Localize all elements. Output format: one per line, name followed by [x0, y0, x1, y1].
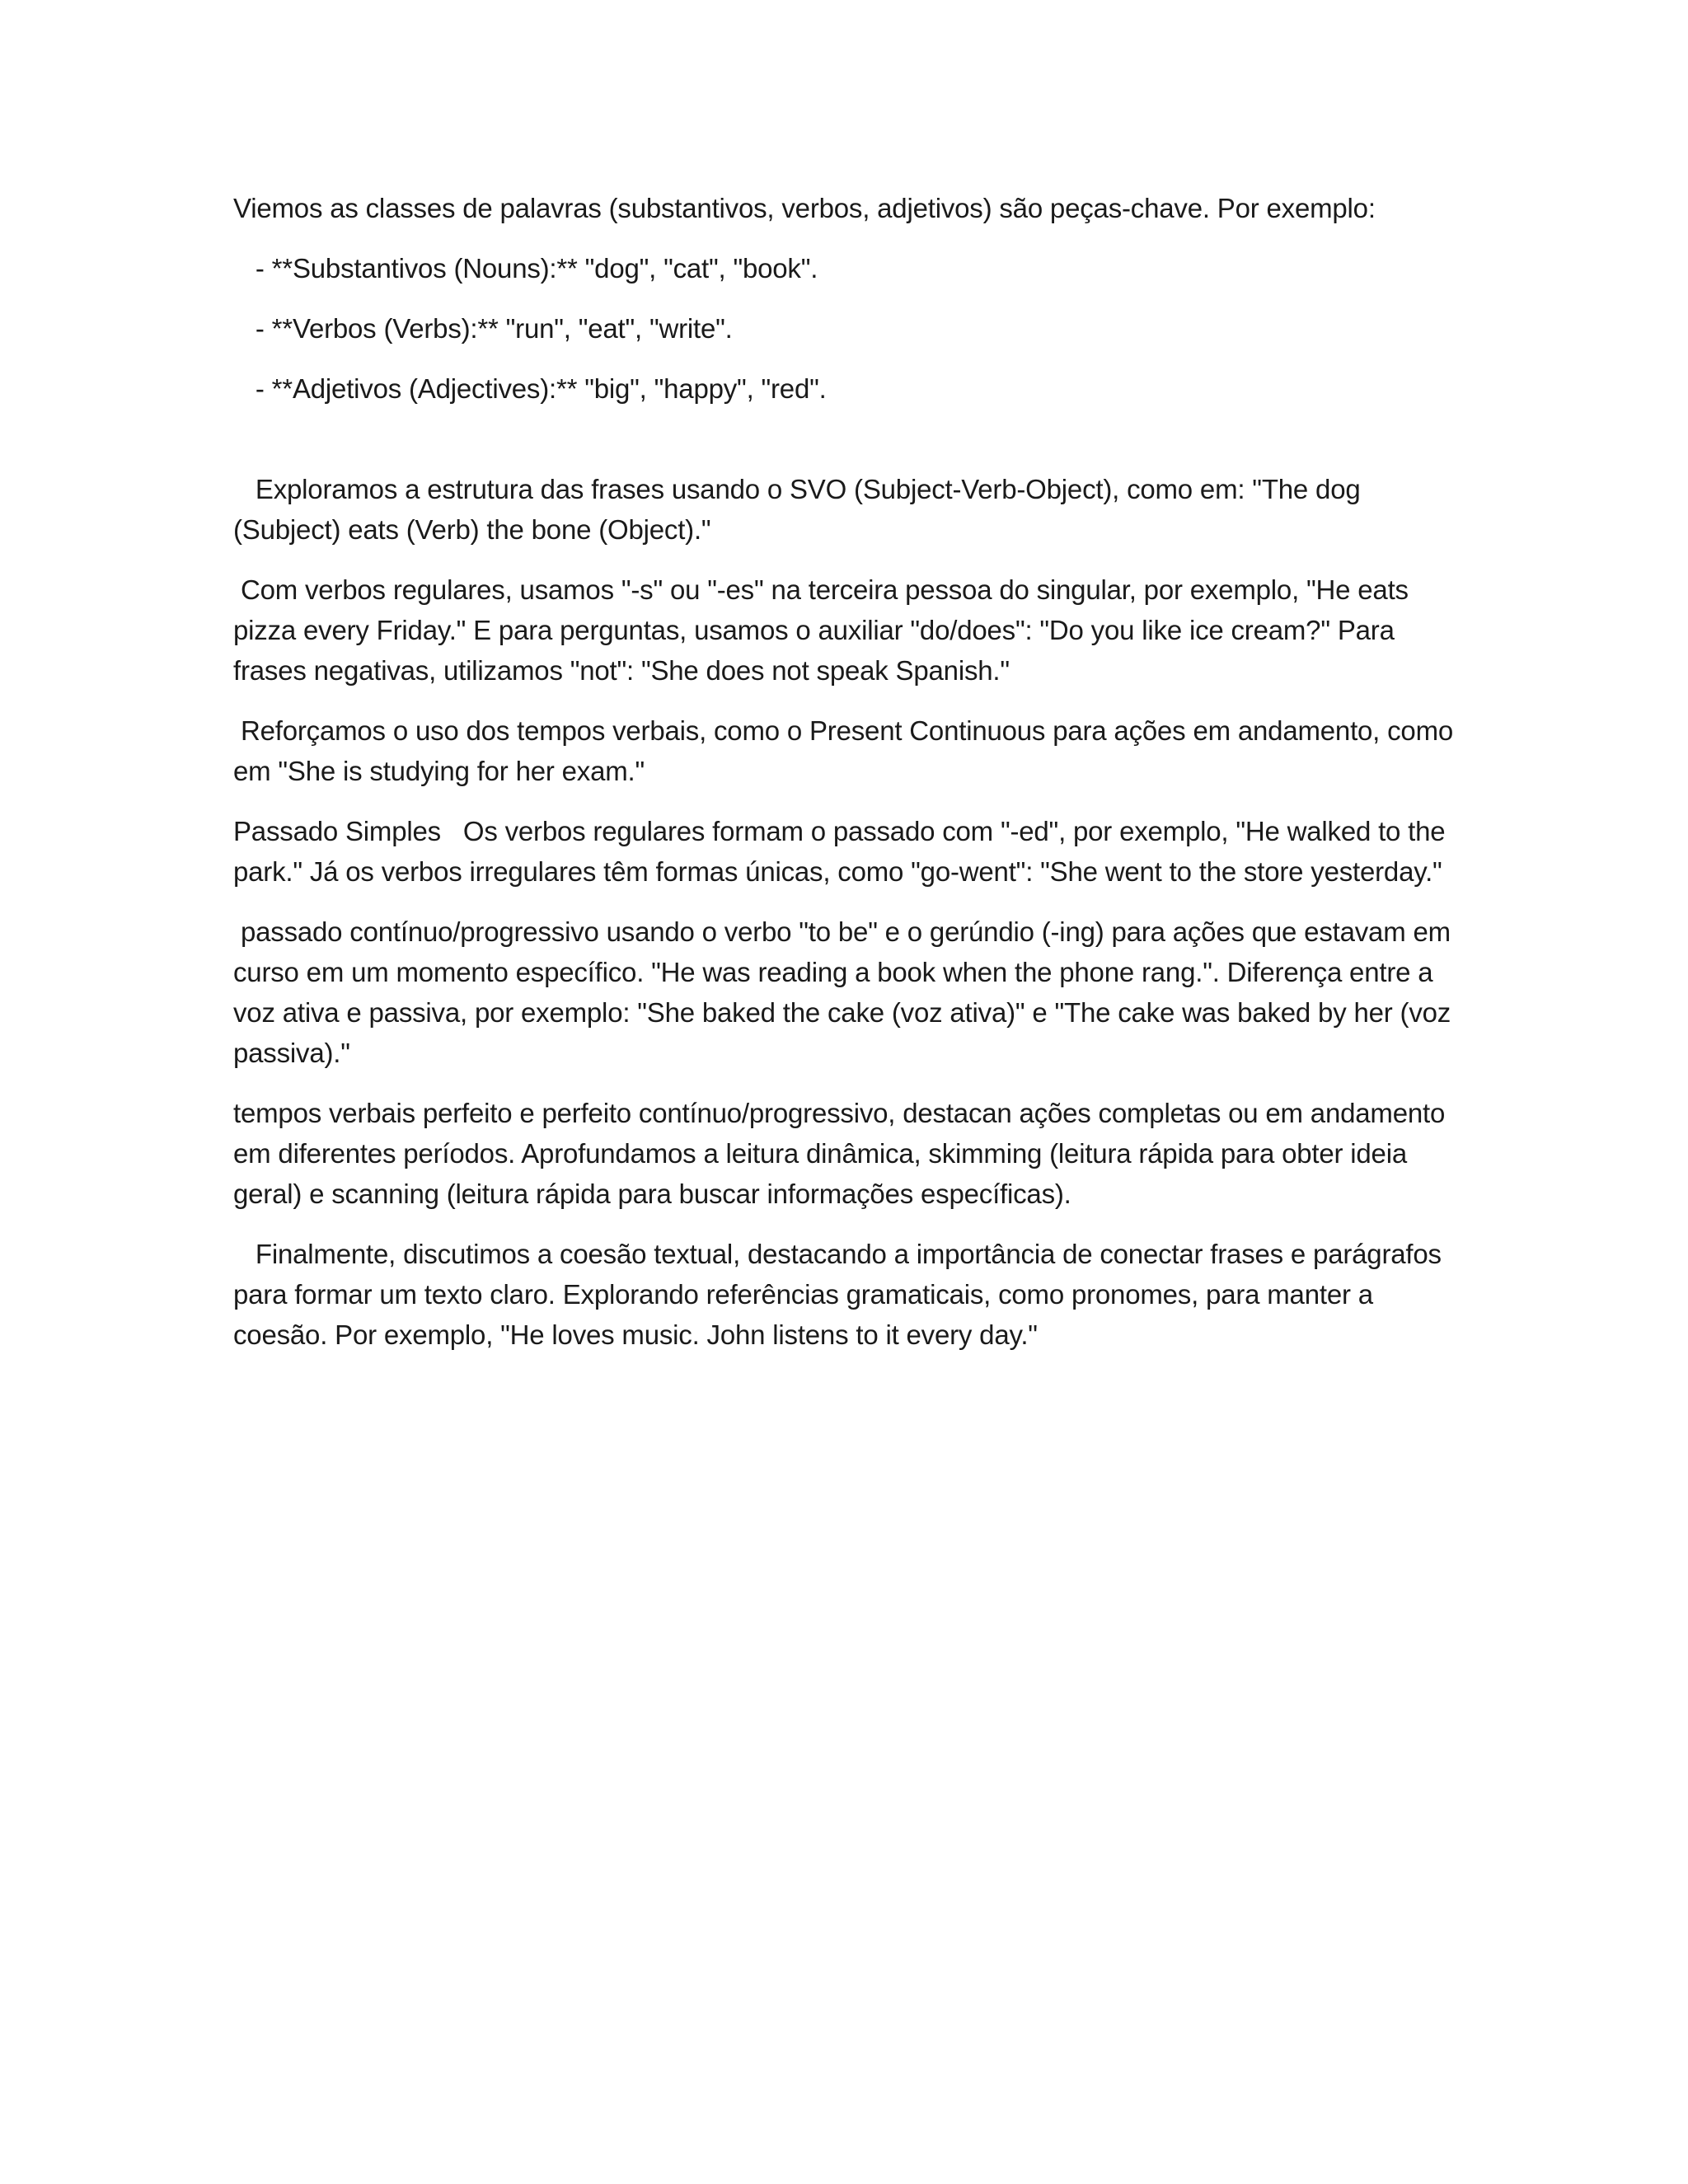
- list-item-verbs: - **Verbos (Verbs):** "run", "eat", "write".: [233, 313, 733, 344]
- paragraph-perfect-tenses: tempos verbais perfeito e perfeito contínuo/progressivo, destacan ações completas ou em andamento em diferentes períodos. Aprofundamos a leitura dinâmica, skimming (leitura rápida para obter ideia geral) e scanning (leitura rápida para buscar informações específicas).: [233, 1098, 1453, 1209]
- document-body: [233, 188, 1461, 1375]
- paragraph-svo: Exploramos a estrutura das frases usando o SVO (Subject-Verb-Object), como em: "The dog (Subject) eats (Verb) the bone (Object).": [233, 474, 1368, 545]
- list-item-nouns: - **Substantivos (Nouns):** "dog", "cat", "book".: [233, 253, 818, 284]
- paragraph-present-continuous: Reforçamos o uso dos tempos verbais, como o Present Continuous para ações em andamento, como em "She is studying for her exam.": [233, 715, 1461, 786]
- paragraph-past-continuous: passado contínuo/progressivo usando o verbo "to be" e o gerúndio (-ing) para ações que estavam em curso em um momento específico. "He was reading a book when the phone rang.". Diferença entre a voz ativa e passiva, por exemplo: "She baked the cake (voz ativa)" e "The cake was baked by her (voz passiva).": [233, 916, 1459, 1068]
- list-item-adjectives: - **Adjetivos (Adjectives):** "big", "happy", "red".: [233, 373, 827, 404]
- paragraph-past-simple: Passado Simples Os verbos regulares formam o passado com "-ed", por exemplo, "He walked to the park." Já os verbos irregulares têm formas únicas, como "go-went": "She went to the store yesterday.": [233, 816, 1453, 887]
- intro-paragraph: Viemos as classes de palavras (substantivos, verbos, adjetivos) são peças-chave. Por exemplo:: [233, 193, 1376, 223]
- paragraph-present-simple: Com verbos regulares, usamos "-s" ou "-es" na terceira pessoa do singular, por exemplo, "He eats pizza every Friday." E para perguntas, usamos o auxiliar "do/does": "Do you like ice cream?" Para frases negativas, utilizamos "not": "She does not speak Spanish.": [233, 574, 1416, 686]
- paragraph-cohesion: Finalmente, discutimos a coesão textual, destacando a importância de conectar frases e parágrafos para formar um texto claro. Explorando referências gramaticais, como pronomes, para manter a coesão. Por exemplo, "He loves music. John listens to it every day.": [233, 1239, 1449, 1350]
